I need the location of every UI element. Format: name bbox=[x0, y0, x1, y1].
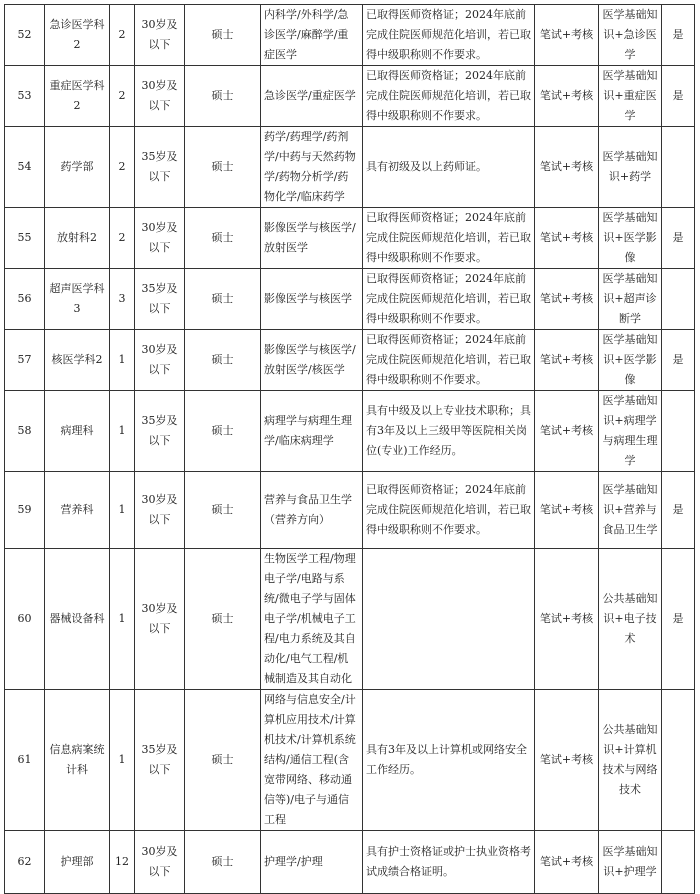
cell-count: 3 bbox=[110, 269, 135, 330]
cell-count: 2 bbox=[110, 127, 135, 208]
cell-extra: 是 bbox=[662, 472, 695, 549]
cell-exam-method: 笔试+考核 bbox=[535, 127, 599, 208]
cell-requirement: 已取得医师资格证；2024年底前完成住院医师规范化培训，若已取得中级职称则不作要求。 bbox=[363, 66, 535, 127]
cell-requirement: 具有护士资格证或护士执业资格考试成绩合格证明。 bbox=[363, 831, 535, 894]
cell-department: 护理部 bbox=[45, 831, 110, 894]
cell-exam-method: 笔试+考核 bbox=[535, 690, 599, 831]
cell-requirement: 具有中级及以上专业技术职称；具有3年及以上三级甲等医院相关岗位(专业)工作经历。 bbox=[363, 391, 535, 472]
table-row bbox=[5, 269, 695, 330]
cell-exam-method: 笔试+考核 bbox=[535, 330, 599, 391]
cell-major: 病理学与病理生理学/临床病理学 bbox=[261, 391, 363, 472]
cell-extra: 是 bbox=[662, 549, 695, 690]
cell-department: 病理科 bbox=[45, 391, 110, 472]
cell-exam-subject: 医学基础知识+护理学 bbox=[599, 831, 662, 894]
cell-degree: 硕士 bbox=[185, 127, 261, 208]
cell-number: 61 bbox=[5, 690, 45, 831]
cell-count: 1 bbox=[110, 330, 135, 391]
cell-number: 56 bbox=[5, 269, 45, 330]
cell-age: 35岁及以下 bbox=[135, 127, 185, 208]
cell-exam-method: 笔试+考核 bbox=[535, 549, 599, 690]
cell-number: 55 bbox=[5, 208, 45, 269]
cell-degree: 硕士 bbox=[185, 269, 261, 330]
table-row bbox=[5, 5, 695, 66]
cell-extra: 是 bbox=[662, 66, 695, 127]
table-row bbox=[5, 208, 695, 269]
cell-major: 生物医学工程/物理电子学/电路与系统/微电子学与固体电子学/机械电子工程/电力系统及其自动化/电气工程/机械制造及其自动化 bbox=[261, 549, 363, 690]
cell-exam-subject: 医学基础知识+药学 bbox=[599, 127, 662, 208]
cell-requirement: 已取得医师资格证；2024年底前完成住院医师规范化培训，若已取得中级职称则不作要求。 bbox=[363, 269, 535, 330]
cell-major: 急诊医学/重症医学 bbox=[261, 66, 363, 127]
cell-number: 53 bbox=[5, 66, 45, 127]
cell-requirement: 具有初级及以上药师证。 bbox=[363, 127, 535, 208]
cell-age: 30岁及以下 bbox=[135, 208, 185, 269]
cell-major: 影像医学与核医学/放射医学 bbox=[261, 208, 363, 269]
cell-age: 35岁及以下 bbox=[135, 269, 185, 330]
cell-requirement: 已取得医师资格证；2024年底前完成住院医师规范化培训，若已取得中级职称则不作要求。 bbox=[363, 472, 535, 549]
cell-major: 药学/药理学/药剂学/中药与天然药物学/药物分析学/药物化学/临床药学 bbox=[261, 127, 363, 208]
cell-department: 营养科 bbox=[45, 472, 110, 549]
cell-exam-subject: 医学基础知识+病理学与病理生理学 bbox=[599, 391, 662, 472]
cell-exam-method: 笔试+考核 bbox=[535, 5, 599, 66]
cell-number: 62 bbox=[5, 831, 45, 894]
cell-department: 超声医学科3 bbox=[45, 269, 110, 330]
cell-count: 1 bbox=[110, 690, 135, 831]
cell-count: 1 bbox=[110, 549, 135, 690]
cell-requirement: 已取得医师资格证；2024年底前完成住院医师规范化培训，若已取得中级职称则不作要求。 bbox=[363, 208, 535, 269]
cell-extra: 是 bbox=[662, 5, 695, 66]
cell-requirement: 已取得医师资格证；2024年底前完成住院医师规范化培训，若已取得中级职称则不作要求。 bbox=[363, 330, 535, 391]
cell-degree: 硕士 bbox=[185, 690, 261, 831]
cell-count: 2 bbox=[110, 66, 135, 127]
table-row bbox=[5, 690, 695, 831]
cell-age: 30岁及以下 bbox=[135, 66, 185, 127]
cell-department: 药学部 bbox=[45, 127, 110, 208]
table-row bbox=[5, 330, 695, 391]
cell-exam-subject: 医学基础知识+重症医学 bbox=[599, 66, 662, 127]
cell-major: 内科学/外科学/急诊医学/麻醉学/重症医学 bbox=[261, 5, 363, 66]
cell-number: 58 bbox=[5, 391, 45, 472]
cell-major: 网络与信息安全/计算机应用技术/计算机技术/计算机系统结构/通信工程(含宽带网络、移动通信等)/电子与通信工程 bbox=[261, 690, 363, 831]
cell-number: 59 bbox=[5, 472, 45, 549]
cell-department: 核医学科2 bbox=[45, 330, 110, 391]
cell-degree: 硕士 bbox=[185, 831, 261, 894]
cell-age: 35岁及以下 bbox=[135, 690, 185, 831]
cell-age: 30岁及以下 bbox=[135, 831, 185, 894]
cell-degree: 硕士 bbox=[185, 66, 261, 127]
cell-department: 重症医学科2 bbox=[45, 66, 110, 127]
cell-degree: 硕士 bbox=[185, 330, 261, 391]
cell-degree: 硕士 bbox=[185, 391, 261, 472]
cell-degree: 硕士 bbox=[185, 5, 261, 66]
cell-age: 30岁及以下 bbox=[135, 549, 185, 690]
cell-number: 57 bbox=[5, 330, 45, 391]
cell-requirement bbox=[363, 549, 535, 690]
cell-department: 信息病案统计科 bbox=[45, 690, 110, 831]
cell-age: 30岁及以下 bbox=[135, 330, 185, 391]
cell-major: 影像医学与核医学 bbox=[261, 269, 363, 330]
cell-extra: 是 bbox=[662, 208, 695, 269]
cell-degree: 硕士 bbox=[185, 549, 261, 690]
table-row bbox=[5, 472, 695, 549]
cell-count: 2 bbox=[110, 5, 135, 66]
cell-extra bbox=[662, 690, 695, 831]
cell-age: 30岁及以下 bbox=[135, 5, 185, 66]
cell-exam-method: 笔试+考核 bbox=[535, 472, 599, 549]
table-row bbox=[5, 831, 695, 894]
cell-number: 52 bbox=[5, 5, 45, 66]
cell-extra bbox=[662, 391, 695, 472]
cell-exam-subject: 公共基础知识+计算机技术与网络技术 bbox=[599, 690, 662, 831]
table-row bbox=[5, 127, 695, 208]
cell-exam-method: 笔试+考核 bbox=[535, 831, 599, 894]
cell-extra bbox=[662, 127, 695, 208]
cell-extra: 是 bbox=[662, 330, 695, 391]
cell-exam-subject: 医学基础知识+超声诊断学 bbox=[599, 269, 662, 330]
cell-count: 12 bbox=[110, 831, 135, 894]
table-row bbox=[5, 66, 695, 127]
cell-major: 护理学/护理 bbox=[261, 831, 363, 894]
cell-exam-method: 笔试+考核 bbox=[535, 391, 599, 472]
cell-requirement: 具有3年及以上计算机或网络安全工作经历。 bbox=[363, 690, 535, 831]
cell-count: 2 bbox=[110, 208, 135, 269]
cell-exam-subject: 公共基础知识+电子技术 bbox=[599, 549, 662, 690]
cell-major: 影像医学与核医学/放射医学/核医学 bbox=[261, 330, 363, 391]
cell-extra bbox=[662, 269, 695, 330]
cell-exam-subject: 医学基础知识+医学影像 bbox=[599, 330, 662, 391]
cell-requirement: 已取得医师资格证；2024年底前完成住院医师规范化培训，若已取得中级职称则不作要求。 bbox=[363, 5, 535, 66]
table-body bbox=[5, 5, 695, 894]
cell-exam-method: 笔试+考核 bbox=[535, 208, 599, 269]
cell-exam-subject: 医学基础知识+医学影像 bbox=[599, 208, 662, 269]
recruitment-table bbox=[4, 4, 695, 894]
table-row bbox=[5, 549, 695, 690]
cell-department: 急诊医学科2 bbox=[45, 5, 110, 66]
cell-department: 器械设备科 bbox=[45, 549, 110, 690]
table-row bbox=[5, 391, 695, 472]
cell-extra bbox=[662, 831, 695, 894]
cell-exam-method: 笔试+考核 bbox=[535, 269, 599, 330]
cell-number: 60 bbox=[5, 549, 45, 690]
cell-exam-method: 笔试+考核 bbox=[535, 66, 599, 127]
cell-count: 1 bbox=[110, 472, 135, 549]
cell-count: 1 bbox=[110, 391, 135, 472]
cell-exam-subject: 医学基础知识+急诊医学 bbox=[599, 5, 662, 66]
cell-degree: 硕士 bbox=[185, 472, 261, 549]
cell-age: 35岁及以下 bbox=[135, 391, 185, 472]
cell-department: 放射科2 bbox=[45, 208, 110, 269]
cell-age: 30岁及以下 bbox=[135, 472, 185, 549]
cell-degree: 硕士 bbox=[185, 208, 261, 269]
cell-exam-subject: 医学基础知识+营养与食品卫生学 bbox=[599, 472, 662, 549]
cell-number: 54 bbox=[5, 127, 45, 208]
cell-major: 营养与食品卫生学（营养方向） bbox=[261, 472, 363, 549]
